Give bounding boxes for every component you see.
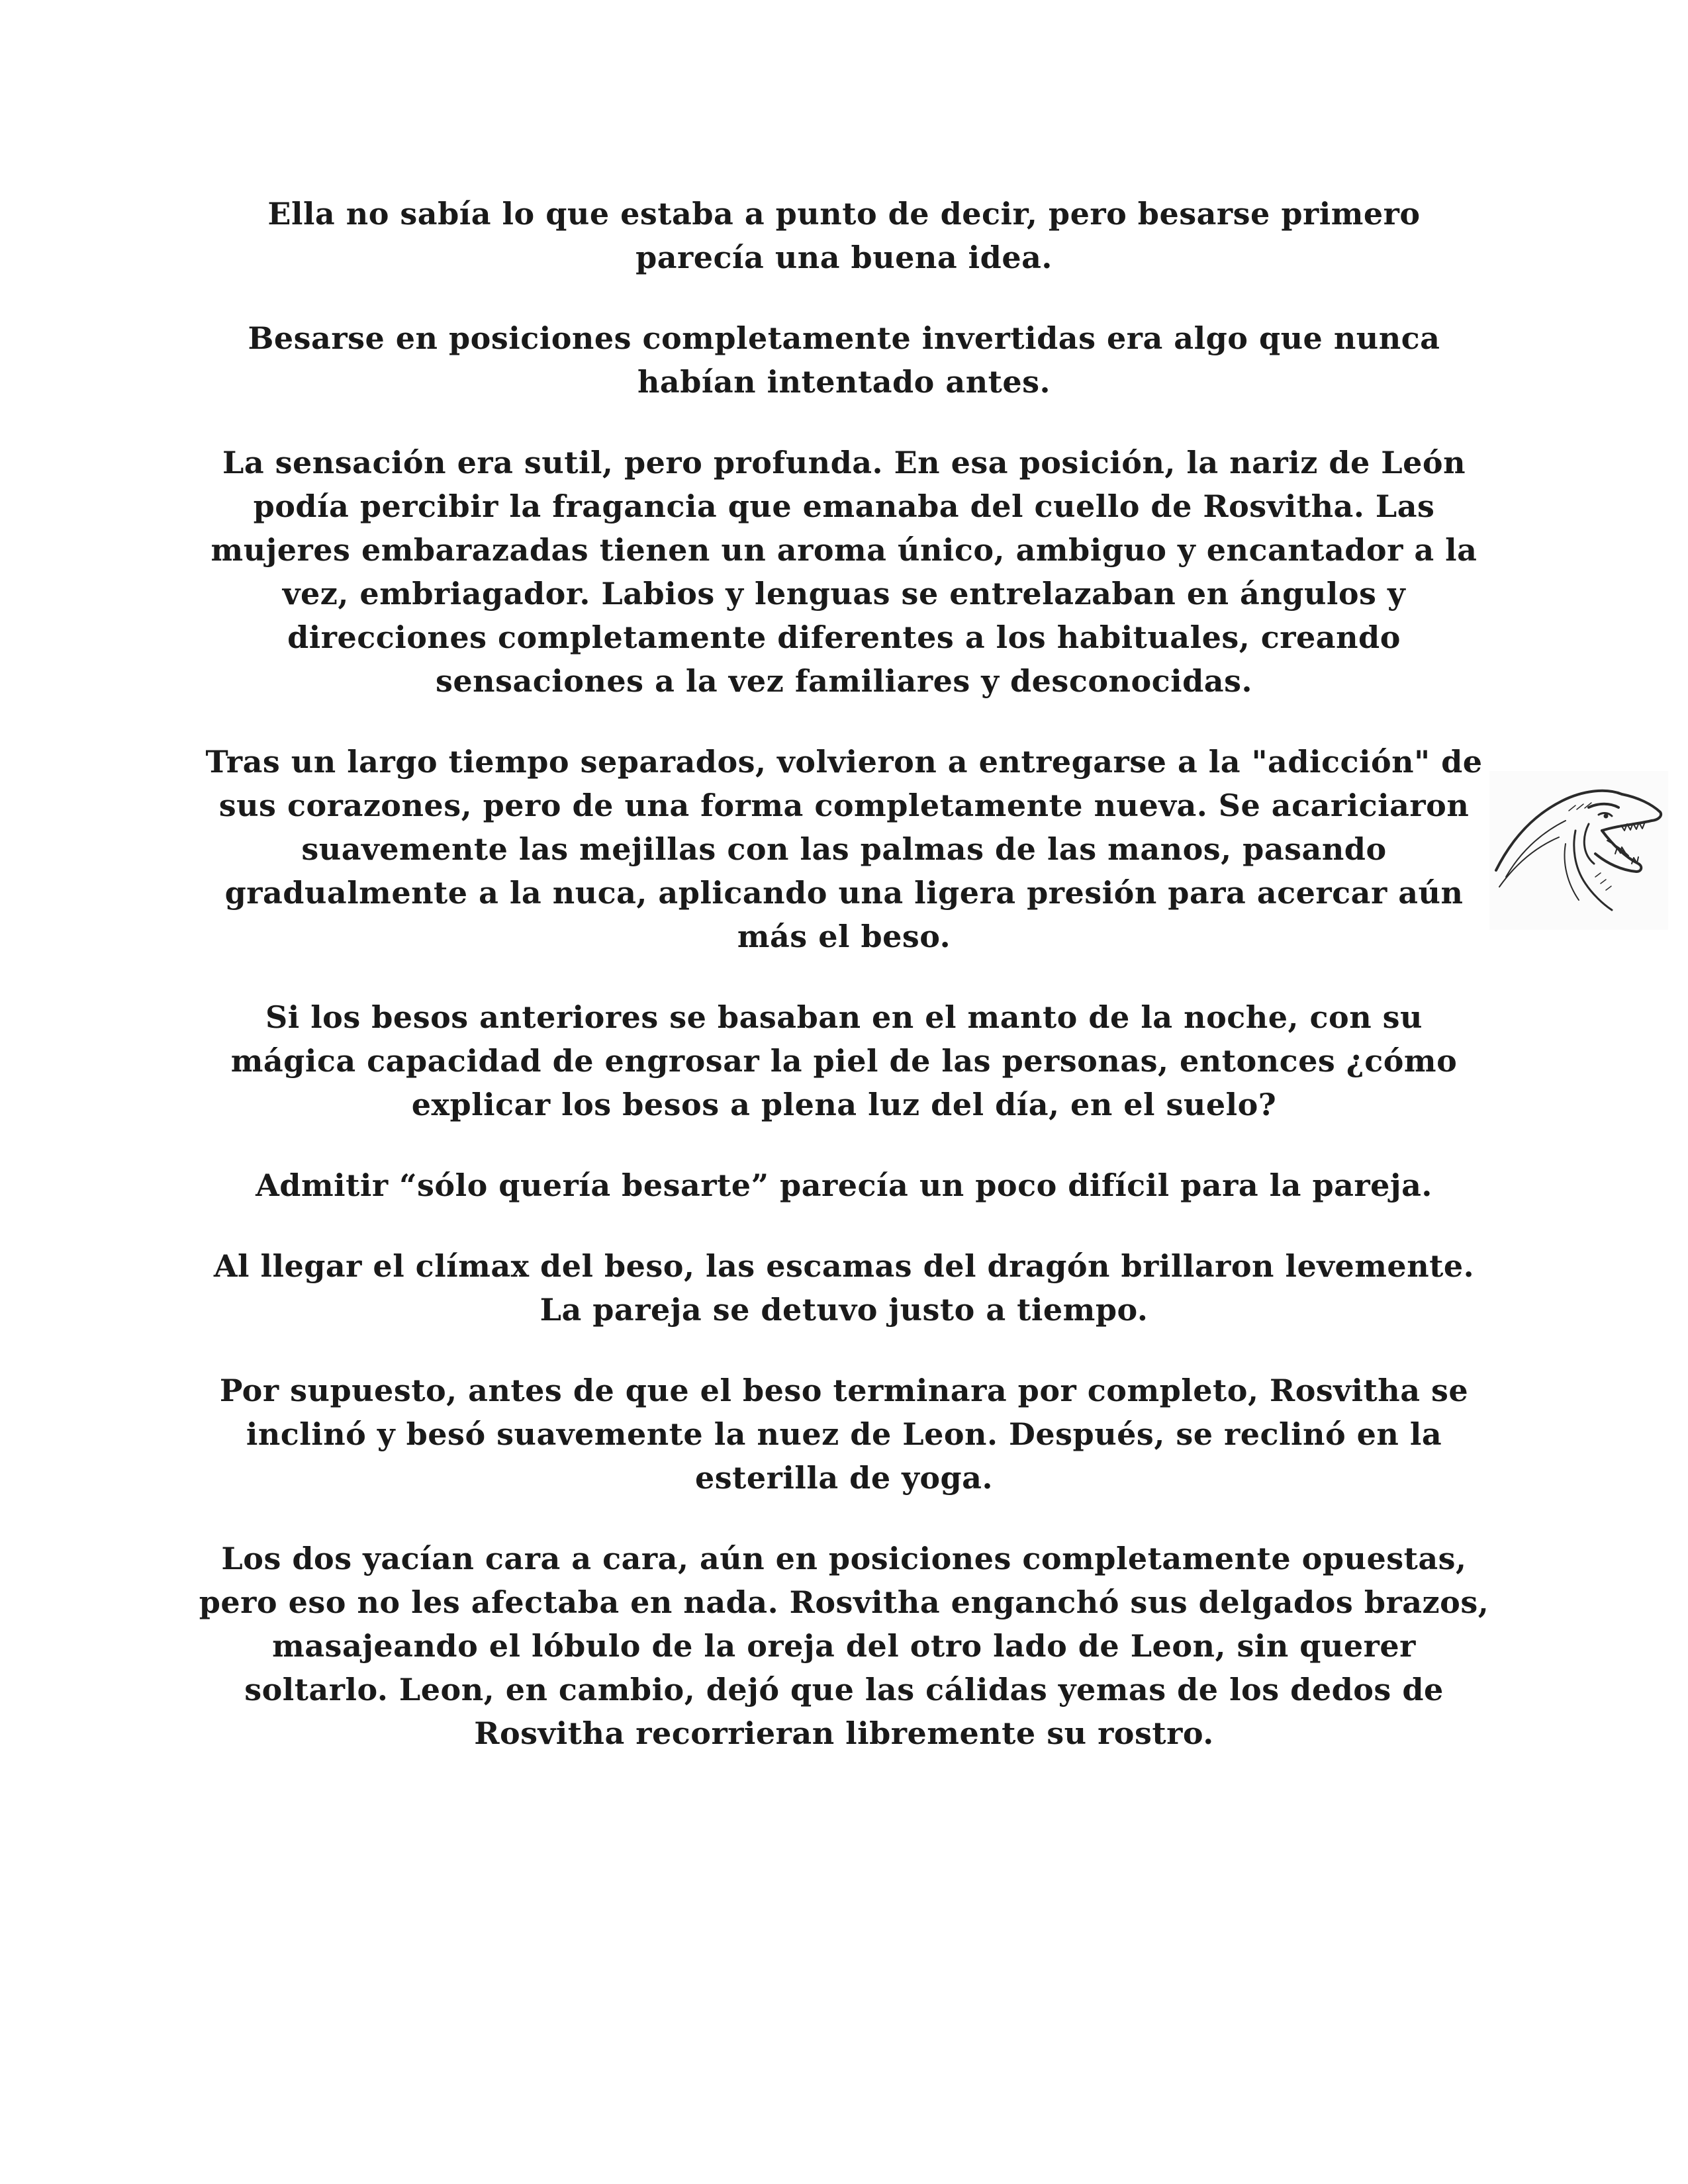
paragraph-1: Ella no sabía lo que estaba a punto de decir, pero besarse primero parecía una buena idea. bbox=[267, 196, 1421, 275]
paragraph-2: Besarse en posiciones completamente invertidas era algo que nunca habían intentado antes. bbox=[248, 320, 1440, 400]
paragraph-4: Tras un largo tiempo separados, volvieron a entregarse a la "adicción" de sus corazones, pero de una forma completamente nueva. Se acariciaron suavemente las mejillas con las palmas de las manos, pasando gradualmente a la nuca, aplicando una ligera presión para acercar aún más el beso. bbox=[205, 744, 1483, 954]
paragraph-7: Al llegar el clímax del beso, las escamas del dragón brillaron levemente. La pareja se detuvo justo a tiempo. bbox=[213, 1248, 1475, 1328]
paragraph-5: Si los besos anteriores se basaban en el manto de la noche, con su mágica capacidad de engrosar la piel de las personas, entonces ¿cómo explicar los besos a plena luz del día, en el suelo? bbox=[230, 999, 1458, 1122]
dinosaur-head-sketch-icon bbox=[1489, 771, 1668, 930]
paragraph-6: Admitir “sólo quería besarte” parecía un poco difícil para la pareja. bbox=[256, 1167, 1432, 1203]
paragraph-3: La sensación era sutil, pero profunda. En esa posición, la nariz de León podía percibir la fragancia que emanaba del cuello de Rosvitha. Las mujeres embarazadas tienen un aroma único, ambiguo y encantador a la vez, embriagador. Labios y lenguas se entrelazaban en ángulos y direcciones completamente diferentes a los habituales, creando sensaciones a la vez familiares y desconocidas. bbox=[211, 445, 1477, 699]
paragraph-9: Los dos yacían cara a cara, aún en posiciones completamente opuestas, pero eso no les afectaba en nada. Rosvitha enganchó sus delgados brazos, masajeando el lóbulo de la oreja del otro lado de Leon, sin querer soltarlo. Leon, en cambio, dejó que las cálidas yemas de los dedos de Rosvitha recorrieran libremente su rostro. bbox=[199, 1541, 1489, 1751]
document-body bbox=[199, 192, 1489, 1792]
paragraph-8: Por supuesto, antes de que el beso terminara por completo, Rosvitha se inclinó y besó suavemente la nuez de Leon. Después, se reclinó en la esterilla de yoga. bbox=[219, 1373, 1469, 1496]
